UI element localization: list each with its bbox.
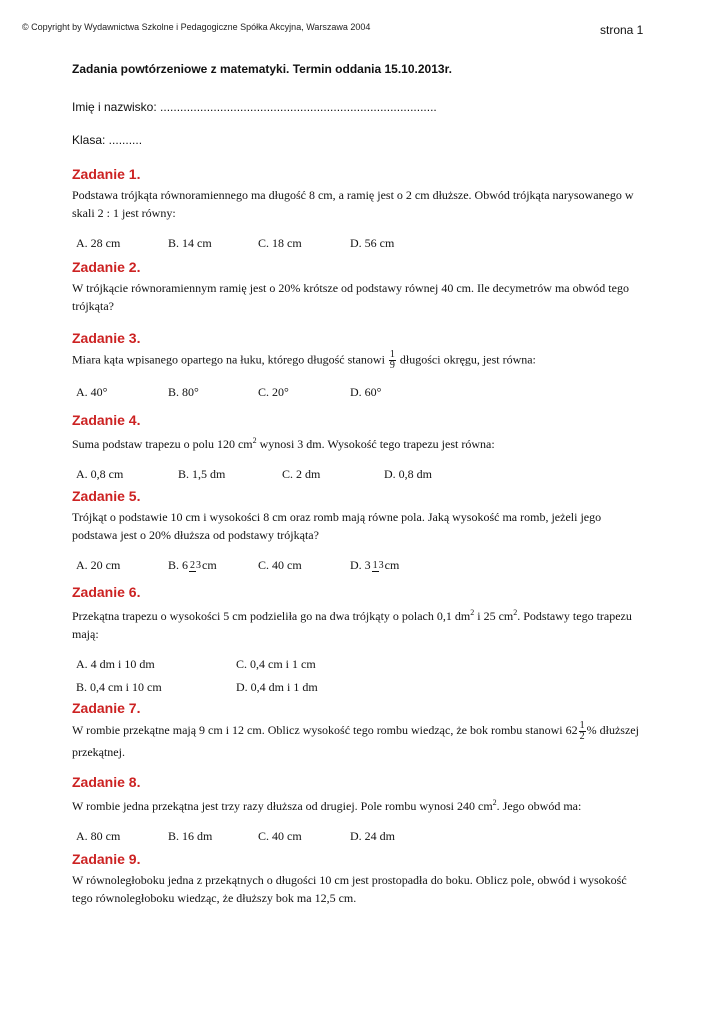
task-heading: Zadanie 4. bbox=[72, 412, 141, 428]
answer-options bbox=[72, 385, 642, 400]
answer-options bbox=[72, 467, 642, 482]
answer-a: A. 40° bbox=[76, 385, 108, 399]
answer-d bbox=[350, 558, 399, 573]
name-field: Imię i nazwisko: ................................................................................... bbox=[72, 100, 437, 114]
task-text: W trójkącie równoramiennym ramię jest o 20% krótsze od podstawy równej 40 cm. Ile decymetrów ma obwód tego trójkąta? bbox=[72, 281, 629, 313]
answer-a: A. 4 dm i 10 dm bbox=[76, 657, 155, 671]
fraction-numerator: 1 bbox=[372, 559, 378, 571]
fraction-denominator: 9 bbox=[389, 360, 395, 371]
answer-c: C. 20° bbox=[258, 385, 289, 399]
text-part: % dłuższej przekątnej. bbox=[72, 723, 639, 759]
answer-d-whole: D. 3 bbox=[350, 558, 371, 572]
fraction-denominator: 3 bbox=[196, 559, 202, 571]
task-heading: Zadanie 8. bbox=[72, 774, 141, 790]
task-8 bbox=[72, 774, 642, 844]
answer-d: D. 24 dm bbox=[350, 829, 395, 843]
task-4 bbox=[72, 412, 642, 482]
fraction-numerator: 1 bbox=[389, 349, 395, 360]
fraction-numerator: 1 bbox=[579, 719, 585, 731]
task-text: Podstawa trójkąta równoramiennego ma długość 8 cm, a ramię jest o 2 cm dłuższe. Obwód trójkąta narysowanego w skali 2 : 1 jest równy: bbox=[72, 188, 634, 220]
fraction bbox=[579, 721, 586, 742]
fraction-denominator: 3 bbox=[378, 559, 384, 571]
answer-c: C. 0,4 cm i 1 cm bbox=[236, 657, 316, 671]
task-text bbox=[72, 432, 642, 453]
text-part: W rombie jedna przekątna jest trzy razy dłuższa od drugiej. Pole rombu wynosi 240 cm bbox=[72, 799, 493, 813]
answer-options bbox=[72, 236, 642, 251]
answer-row bbox=[76, 680, 642, 695]
answer-d: D. 60° bbox=[350, 385, 382, 399]
task-heading: Zadanie 1. bbox=[72, 166, 141, 182]
text-part: Suma podstaw trapezu o polu 120 cm bbox=[72, 437, 253, 451]
task-heading: Zadanie 3. bbox=[72, 330, 141, 346]
text-part: i 25 cm bbox=[474, 609, 514, 623]
answer-c: C. 2 dm bbox=[282, 467, 321, 481]
superscript: 2 bbox=[492, 798, 497, 807]
fraction bbox=[189, 561, 201, 572]
task-2 bbox=[72, 259, 642, 315]
task-text: Trójkąt o podstawie 10 cm i wysokości 8 cm oraz romb mają równe pola. Jaką wysokość ma romb, jeżeli jego podstawa jest o 20% dłuższa od podstawy trójkąta? bbox=[72, 510, 602, 542]
task-6 bbox=[72, 584, 642, 703]
text-part: . Jego obwód ma: bbox=[496, 799, 582, 813]
answer-options bbox=[72, 829, 642, 844]
task-text bbox=[72, 794, 642, 815]
task-heading: Zadanie 5. bbox=[72, 488, 141, 504]
page-number: strona 1 bbox=[600, 23, 644, 37]
text-part: długości okręgu, jest równa: bbox=[399, 352, 536, 367]
answer-a: A. 28 cm bbox=[76, 236, 121, 250]
fraction bbox=[372, 561, 384, 572]
answer-a: A. 0,8 cm bbox=[76, 467, 124, 481]
document-title: Zadania powtórzeniowe z matematyki. Termin oddania 15.10.2013r. bbox=[72, 62, 452, 76]
superscript: 2 bbox=[513, 608, 518, 617]
answer-b: B. 80° bbox=[168, 385, 199, 399]
answer-d-unit: cm bbox=[384, 558, 400, 572]
answer-b-whole: B. 6 bbox=[168, 558, 189, 572]
answer-b-unit: cm bbox=[202, 558, 217, 572]
answer-options bbox=[72, 657, 642, 695]
task-1 bbox=[72, 166, 642, 251]
task-text bbox=[72, 720, 642, 762]
percent-whole: 62 bbox=[565, 723, 578, 737]
answer-b bbox=[168, 558, 258, 573]
answer-b: B. 16 dm bbox=[168, 829, 213, 843]
superscript: 2 bbox=[252, 436, 257, 445]
fraction-numerator: 2 bbox=[190, 559, 196, 571]
answer-d: D. 56 cm bbox=[350, 236, 395, 250]
copyright-notice: © Copyright by Wydawnictwa Szkolne i Pedagogiczne Spółka Akcyjna, Warszawa 2004 bbox=[22, 22, 371, 32]
task-heading: Zadanie 2. bbox=[72, 259, 141, 275]
answer-d: D. 0,8 dm bbox=[384, 467, 432, 481]
superscript: 2 bbox=[470, 608, 475, 617]
answer-b: B. 0,4 cm i 10 cm bbox=[76, 680, 162, 694]
task-heading: Zadanie 9. bbox=[72, 851, 141, 867]
task-5 bbox=[72, 488, 642, 573]
text-part: . Podstawy tego trapezu mają: bbox=[72, 609, 632, 641]
task-text bbox=[72, 350, 642, 371]
answer-b: B. 14 cm bbox=[168, 236, 212, 250]
answer-a: A. 20 cm bbox=[76, 558, 121, 572]
fraction-denominator: 2 bbox=[579, 730, 585, 742]
answer-c: C. 40 cm bbox=[258, 829, 302, 843]
answer-c: C. 18 cm bbox=[258, 236, 302, 250]
answer-row bbox=[76, 657, 642, 672]
task-heading: Zadanie 6. bbox=[72, 584, 141, 600]
task-text: W równoległoboku jedna z przekątnych o długości 10 cm jest prostopadła do boku. Oblicz pole, obwód i wysokość tego równoległoboku wiedząc, że dłuższy bok ma 12,5 cm. bbox=[72, 873, 627, 905]
class-field: Klasa: .......... bbox=[72, 133, 143, 147]
task-text bbox=[72, 604, 642, 643]
answer-a: A. 80 cm bbox=[76, 829, 121, 843]
task-9 bbox=[72, 851, 642, 907]
task-7 bbox=[72, 700, 642, 762]
text-part: Miara kąta wpisanego opartego na łuku, którego długość stanowi bbox=[72, 352, 385, 367]
task-heading: Zadanie 7. bbox=[72, 700, 141, 716]
answer-c: C. 40 cm bbox=[258, 558, 302, 572]
answer-options bbox=[72, 558, 642, 573]
fraction bbox=[389, 350, 396, 371]
answer-b: B. 1,5 dm bbox=[178, 467, 226, 481]
answer-d: D. 0,4 dm i 1 dm bbox=[236, 680, 318, 694]
task-3 bbox=[72, 330, 642, 400]
text-part: Przekątna trapezu o wysokości 5 cm podzieliła go na dwa trójkąty o polach 0,1 dm bbox=[72, 609, 471, 623]
text-part: wynosi 3 dm. Wysokość tego trapezu jest równa: bbox=[256, 437, 495, 451]
text-part: W rombie przekątne mają 9 cm i 12 cm. Oblicz wysokość tego rombu wiedząc, że bok rombu stanowi bbox=[72, 723, 563, 737]
